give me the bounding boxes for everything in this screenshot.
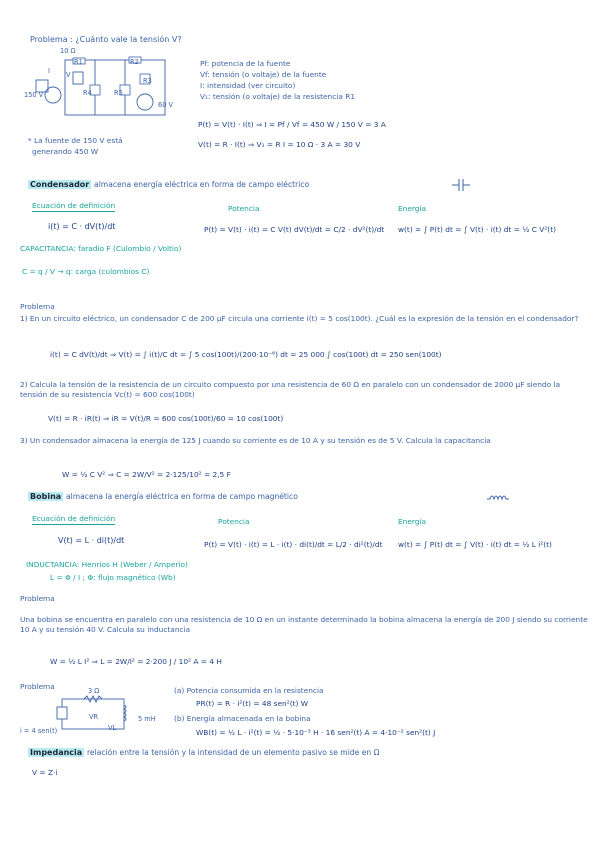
capacitor-eq-def: i(t) = C · dV(t)/dt [48,222,116,231]
def-v1: V₁: tensión (o voltaje) de la resistencia R1 [200,92,356,101]
impedance-title [28,748,379,757]
problems-c-header: Problema [20,302,55,311]
circuit-src-right: 60 V [158,101,173,109]
inductor-title-keyword: Bobina [30,492,62,501]
inductor-power-eq: P(t) = V(t) · i(t) = L · i(t) · di(t)/dt = L/2 · di²(t)/dt [204,540,383,549]
inductor-energy-label: Energía [398,517,427,526]
impedance-eq: V = Z·i [32,768,58,777]
capacitor-eq-def-label: Ecuación de definición [32,201,116,210]
circuit-r-top: 10 Ω [60,47,76,55]
impedance-title-keyword: Impedancia [30,748,83,757]
inductor-symbol-icon [487,493,509,503]
circuit-r3: R3 [143,77,152,85]
problem-c-3: 3) Un condensador almacena la energía de 125 J cuando su corriente es de 10 A y su tensión es de 5 V. Calcula la capacitancia [20,436,491,445]
circuit2-inductor: 5 mH [138,715,156,723]
note-line-1: * La fuente de 150 V está [28,136,123,145]
problem1-title: Problema : ¿Cuánto vale la tensión V? [30,35,182,44]
capacitor-energy-eq: w(t) = ∫ P(t) dt = ∫ V(t) · i(t) dt = ½ C V²(t) [398,225,556,234]
problem-c-1: 1) En un circuito eléctrico, un condensador C de 200 μF circula una corriente i(t) = 5 cos(100t). ¿Cuál es la expresión de la tensión en el condensador? [20,314,579,323]
circuit-r1: R1 [74,58,83,66]
def-pf: Pf: potencia de la fuente [200,59,291,68]
capacitor-title-keyword: Condensador [30,180,90,189]
inductor-power-label: Potencia [218,517,250,526]
problem-c-3-eq: W = ½ C V² ⇒ C = 2W/V² = 2·125/10² = 2,5 F [62,470,231,479]
capacitor-symbol-icon [452,179,472,191]
capacitor-title-rest: almacena energía eléctrica en forma de campo eléctrico [94,180,310,189]
answer-b: WB(t) = ½ L · i²(t) = ½ · 5·10⁻³ H · 16 sen²(t) A = 4·10⁻² sen²(t) J [196,728,436,737]
circuit-src-left: 150 V [24,91,44,99]
problem-c-2-eq: V(t) = R · iR(t) ⇒ iR = V(t)/R = 600 cos(100t)/60 = 10 cos(100t) [48,414,284,423]
question-b: (b) Energía almacenada en la bobina [174,714,311,723]
circuit2-resistor: 3 Ω [88,687,100,695]
impedance-title-rest: relación entre la tensión y la intensidad de un elemento pasivo se mide en Ω [86,748,380,757]
capacitance-definition: C = q / V → q: carga (culombios C) [22,267,150,276]
circuit-current: I [48,67,50,75]
capacitor-power-eq: P(t) = V(t) · i(t) = C V(t) dV(t)/dt = C/2 · dV²(t)/dt [204,225,385,234]
problem-l-header: Problema [20,594,55,603]
capacitor-energy-label: Energía [398,204,427,213]
problem-l-eq: W = ½ L I² ⇒ L = 2W/I² = 2·200 J / 10² A = 4 H [50,657,222,666]
circuit2-vl: VL [108,724,117,732]
capacitor-power-label: Potencia [228,204,260,213]
eq-voltage-r1: V(t) = R · I(t) ⇒ V₁ = R I = 10 Ω · 3 A = 30 V [198,140,361,149]
def-i: I: intensidad (ver circuito) [200,81,296,90]
circuit-r5: R5 [114,89,123,97]
problem-c-2: 2) Calcula la tensión de la resistencia de un circuito compuesto por una resistencia de 60 Ω en paralelo con un condensador de 2000 μF siendo la tensión de su resistencia Vc(t) = 600 cos(100t) [20,380,561,399]
inductor-title [28,492,298,501]
answer-a: PR(t) = R · i²(t) = 48 sen²(t) W [196,699,309,708]
problem-c-1-eq: i(t) = C dV(t)/dt ⇒ V(t) = ∫ i(t)/C dt = ∫ 5 cos(100t)/(200·10⁻⁶) dt = 25 000 ∫ cos(100t) dt = 250 sen(100t) [50,350,442,359]
capacitor-title [28,180,309,189]
inductor-eq-def-label: Ecuación de definición [32,514,116,523]
inductor-eq-def: V(t) = L · di(t)/dt [58,536,125,545]
inductor-energy-eq: w(t) = ∫ P(t) dt = ∫ V(t) · i(t) dt = ½ L i²(t) [398,540,552,549]
circuit2-source: i = 4 sen(t) [20,727,58,735]
circuit-r2: R2 [130,58,139,66]
def-vf: Vf: tensión (o voltaje) de la fuente [200,70,327,79]
eq-power-current: P(t) = V(t) · I(t) ⇒ I = Pf / Vf = 450 W / 150 V = 3 A [198,120,386,129]
circuit-diagram-1 [40,50,180,130]
circuit2-vr: VR [89,713,99,721]
problem-l-text: Una bobina se encuentra en paralelo con una resistencia de 10 Ω en un instante determinado la bobina almacena la energía de 200 J siendo su corriente 10 A y su tensión 40 V. Calcula su inductancia [20,615,588,634]
capacitance-unit: CAPACITANCIA: faradio F (Culombio / Voltio) [20,244,182,253]
problem-last-header: Problema [20,682,55,691]
inductance-unit: INDUCTANCIA: Henrios H (Weber / Amperio) [26,560,188,569]
circuit-r4: R4 [83,89,92,97]
inductance-definition: L = Φ / I ; Φ: flujo magnético (Wb) [50,573,176,582]
inductor-title-rest: almacena la energía eléctrica en forma de campo magnético [65,492,298,501]
circuit-voltage: V [66,71,71,79]
question-a: (a) Potencia consumida en la resistencia [174,686,324,695]
note-line-2: generando 450 W [32,147,99,156]
